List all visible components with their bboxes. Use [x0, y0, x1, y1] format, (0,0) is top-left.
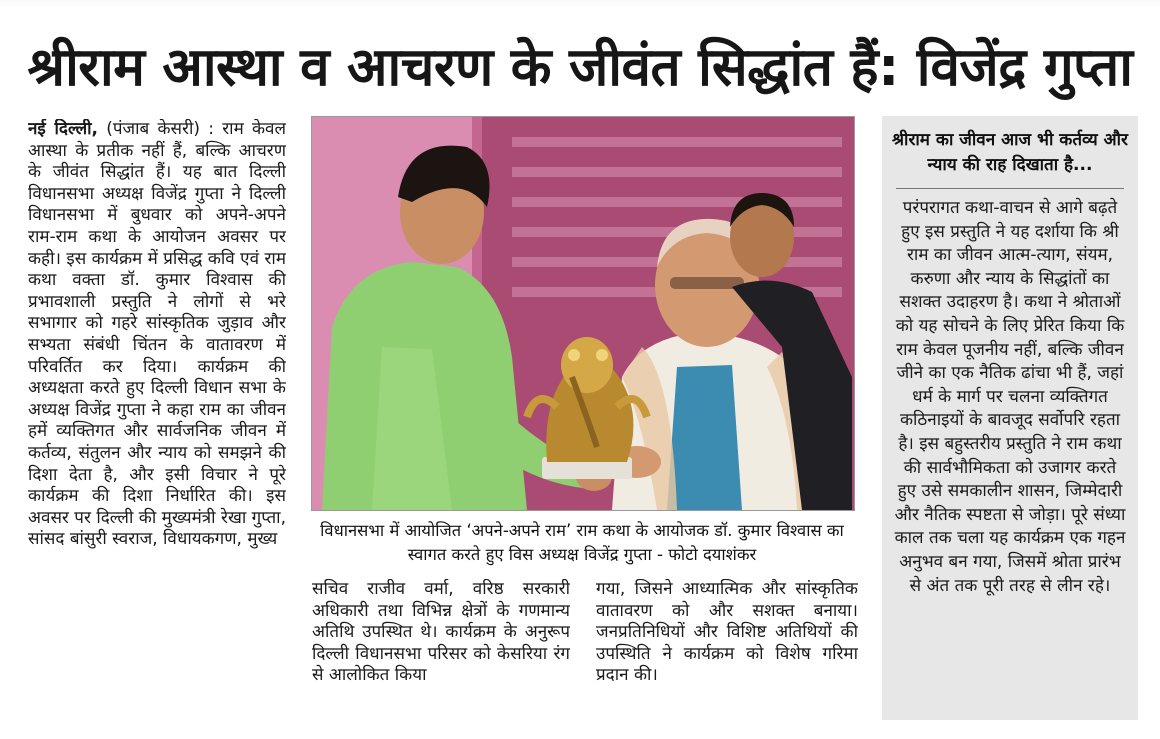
sidebar-body: परंपरागत कथा-वाचन से आगे बढ़ते हुए इस प्रस्तुति ने यह दर्शाया कि श्री राम का जीवन आत्म-त्याग, संयम, करुणा और न्याय के सिद्धांतों का सशक्त उदाहरण है। कथा ने श्रोताओं को यह सोचने के लिए प्रेरित किया कि राम केवल पूजनीय नहीं, बल्कि जीवन जीने का एक नैतिक ढांचा भी हैं, जहां धर्म के मार्ग पर चलना व्यक्तिगत कठिनाइयों के बावजूद सर्वोपरि रहता है। इस बहुस्तरीय प्रस्तुति ने राम कथा की सार्वभौमिकता को उजागर करते हुए उसे समकालीन शासन, जिम्मेदारी और नैतिक स्पष्टता से जोड़ा। पूरे संध्या काल तक चला यह कार्यक्रम एक गहन अनुभव बन गया, जिसमें श्रोता प्रारंभ से अंत तक पूरी तरह से लीन रहे। — [894, 198, 1126, 596]
article-column-3 — [596, 579, 858, 719]
dateline-source: (पंजाब केसरी) : — [106, 119, 214, 139]
sidebar-box — [882, 116, 1138, 720]
article-column-2 — [312, 579, 570, 719]
headline: श्रीराम आस्था व आचरण के जीवंत सिद्धांत हैं: विजेंद्र गुप्ता — [27, 37, 1133, 98]
article-text-col3: गया, जिसने आध्यात्मिक और सांस्कृतिक वातावरण को और सशक्त बनाया। जनप्रतिनिधियों और विशिष्ट अतिथियों की उपस्थिति ने कार्यक्रम को विशेष गरिमा प्रदान की। — [596, 579, 858, 686]
cropped-previous-text-strip — [0, 0, 1160, 9]
sidebar-divider — [896, 188, 1124, 189]
article-text-col1: राम केवल आस्था के प्रतीक नहीं हैं, बल्कि आचरण के जीवंत सिद्धांत हैं। यह बात दिल्ली विधानसभा अध्यक्ष विजेंद्र गुप्ता ने दिल्ली विधानसभा में बुधवार को अपने-अपने राम-राम कथा के आयोजन अवसर पर कही। इस कार्यक्रम में प्रसिद्ध कवि एवं राम कथा वक्ता डॉ. कुमार विश्वास की प्रभावशाली प्रस्तुति ने लोगों से भरे सभागार को गहरे सांस्कृतिक जुड़ाव और सभ्यता संबंधी चिंतन के वातावरण में परिवर्तित कर दिया। कार्यक्रम की अध्यक्षता करते हुए दिल्ली विधान सभा के अध्यक्ष विजेंद्र गुप्ता ने कहा राम का जीवन हमें व्यक्तिगत और सार्वजनिक जीवन में कर्तव्य, संतुलन और न्याय को समझने की दिशा देता है, और इसी विचार ने पूरे कार्यक्रम की दिशा निर्धारित की। इस अवसर पर दिल्ली की मुख्यमंत्री रेखा गुप्ता, सांसद बांसुरी स्वराज, विधायकगण, मुख्य — [28, 119, 286, 550]
dateline-place: नई दिल्ली, — [28, 119, 99, 139]
sidebar-heading: श्रीराम का जीवन आज भी कर्तव्य और न्याय की राह दिखाता है... — [892, 130, 1128, 175]
photo-caption: विधानसभा में आयोजित ‘अपने-अपने राम’ राम कथा के आयोजक डॉ. कुमार विश्वास का स्वागत करते हुए विस अध्यक्ष विजेंद्र गुप्ता - फोटो दयाशंकर — [320, 521, 844, 564]
news-photo — [311, 116, 855, 511]
article-column-1 — [28, 119, 286, 719]
article-text-col2: सचिव राजीव वर्मा, वरिष्ठ सरकारी अधिकारी तथा विभिन्न क्षेत्रों के गणमान्य अतिथि उपस्थित थे। कार्यक्रम के अनुरूप दिल्ली विधानसभा परिसर को केसरिया रंग से आलोकित किया — [312, 579, 570, 686]
